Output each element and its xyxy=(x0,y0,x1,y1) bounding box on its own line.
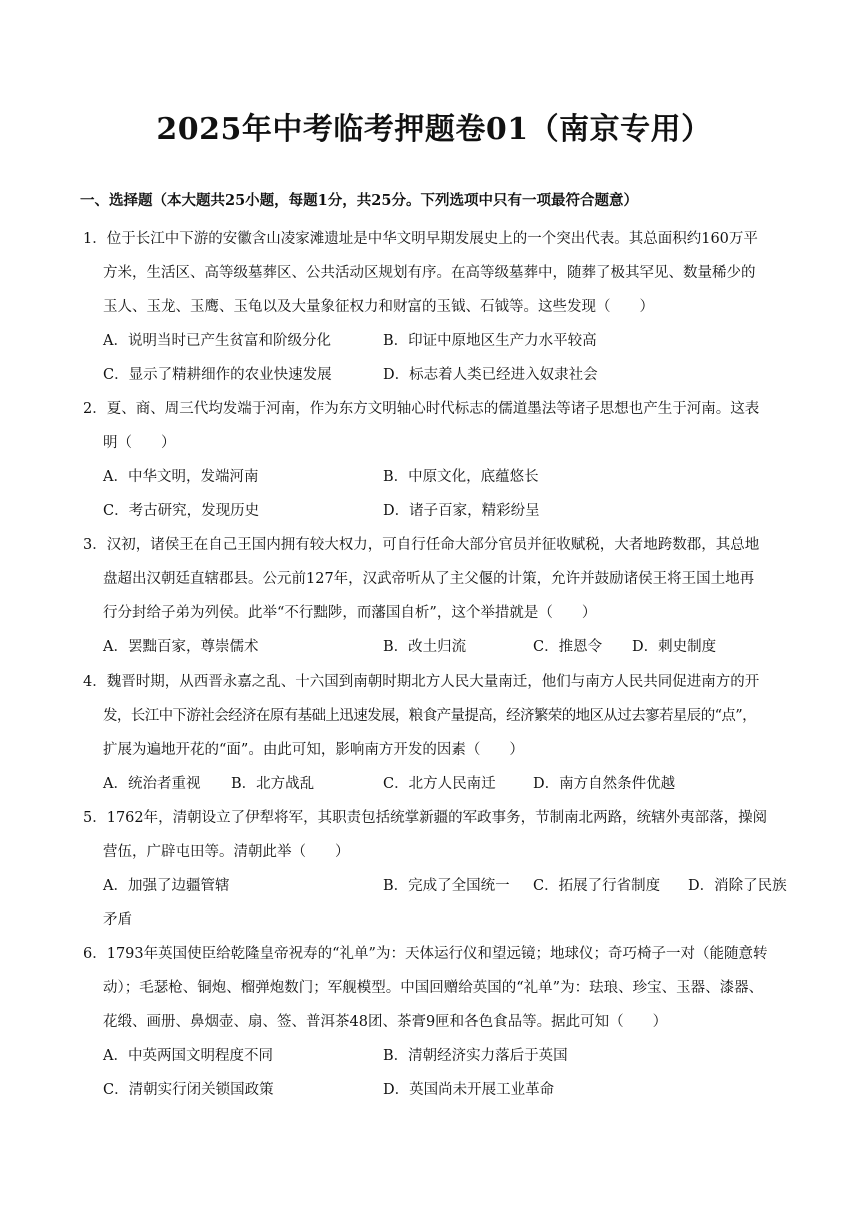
question-6-option-a: A．中英两国文明程度不同 xyxy=(103,1048,273,1064)
question-6-line-1: 6．1793年英国使臣给乾隆皇帝祝寿的“礼单”为：天体运行仪和望远镜；地球仪；奇巧椅子一对（能随意转 xyxy=(83,946,768,962)
question-3-option-d: D．刺史制度 xyxy=(632,639,717,655)
section-header: 一、选择题（本大题共25小题，每题1分，共25分。下列选项中只有一项最符合题意） xyxy=(80,192,638,209)
question-4-option-d: D．南方自然条件优越 xyxy=(533,776,676,792)
question-4-option-c: C．北方人民南迁 xyxy=(383,776,496,792)
question-1-option-c: C．显示了精耕细作的农业快速发展 xyxy=(103,367,332,383)
question-6-option-c: C．清朝实行闭关锁国政策 xyxy=(103,1082,274,1098)
question-1-option-b: B．印证中原地区生产力水平较高 xyxy=(383,333,597,349)
question-6-option-b: B．清朝经济实力落后于英国 xyxy=(383,1048,568,1064)
question-1-line-2: 方米，生活区、高等级墓葬区、公共活动区规划有序。在高等级墓葬中，随葬了极其罕见、数量稀少的 xyxy=(103,265,756,281)
question-2-option-b: B．中原文化，底蕴悠长 xyxy=(383,469,539,485)
question-1-option-d: D．标志着人类已经进入奴隶社会 xyxy=(383,367,598,383)
question-4-option-a: A．统治者重视 xyxy=(103,776,201,792)
question-5-line-2: 营伍，广辟屯田等。清朝此举（ ） xyxy=(103,844,350,860)
question-4-line-1: 4．魏晋时期，从西晋永嘉之乱、十六国到南朝时期北方人民大量南迁，他们与南方人民共同促进南方的开 xyxy=(83,674,760,690)
question-2-option-d: D．诸子百家，精彩纷呈 xyxy=(383,503,540,519)
page-title: 2025年中考临考押题卷01（南京专用） xyxy=(156,112,712,147)
question-4-option-b: B．北方战乱 xyxy=(231,776,315,792)
question-3-option-c: C．推恩令 xyxy=(533,639,603,655)
question-3-line-3: 行分封给子弟为列侯。此举“不行黜陟，而藩国自析”，这个举措就是（ ） xyxy=(103,605,597,621)
question-6-option-d: D．英国尚未开展工业革命 xyxy=(383,1082,555,1098)
question-5-option-b: B．完成了全国统一 xyxy=(383,878,510,894)
question-5-line-1: 5．1762年，清朝设立了伊犁将军，其职责包括统掌新疆的军政事务，节制南北两路，统辖外夷部落，操阅 xyxy=(83,810,768,826)
question-4-line-2: 发，长江中下游社会经济在原有基础上迅速发展，粮食产量提高，经济繁荣的地区从过去寥若星辰的“点”， xyxy=(103,708,757,724)
question-1-option-a: A．说明当时已产生贫富和阶级分化 xyxy=(103,333,331,349)
question-1-line-3: 玉人、玉龙、玉鹰、玉龟以及大量象征权力和财富的玉钺、石钺等。这些发现（ ） xyxy=(103,299,654,315)
question-5-option-a: A．加强了边疆管辖 xyxy=(103,878,230,894)
question-6-line-3: 花缎、画册、鼻烟壶、扇、签、普洱茶48团、茶膏9匣和各色食品等。据此可知（ ） xyxy=(103,1014,668,1030)
question-4-line-3: 扩展为遍地开花的“面”。由此可知，影响南方开发的因素（ ） xyxy=(103,742,524,758)
question-5-option-d-continued: 矛盾 xyxy=(103,912,132,928)
question-3-line-1: 3．汉初，诸侯王在自己王国内拥有较大权力，可自行任命大部分官员并征收赋税，大者地跨数郡，其总地 xyxy=(83,537,760,553)
question-2-line-2: 明（ ） xyxy=(103,435,176,451)
question-5-option-c: C．拓展了行省制度 xyxy=(533,878,661,894)
question-3-line-2: 盘超出汉朝廷直辖郡县。公元前127年，汉武帝听从了主父偃的计策，允许并鼓励诸侯王将王国土地再 xyxy=(103,571,755,587)
question-2-line-1: 2．夏、商、周三代均发端于河南，作为东方文明轴心时代标志的儒道墨法等诸子思想也产生于河南。这表 xyxy=(83,401,760,417)
question-6-line-2: 动）；毛瑟枪、铜炮、榴弹炮数门；军舰模型。中国回赠给英国的“礼单”为：珐琅、珍宝、玉器、漆器、 xyxy=(103,980,764,996)
question-2-option-c: C．考古研究，发现历史 xyxy=(103,503,260,519)
question-3-option-a: A．罢黜百家，尊崇儒术 xyxy=(103,639,259,655)
question-2-option-a: A．中华文明，发端河南 xyxy=(103,469,259,485)
question-3-option-b: B．改土归流 xyxy=(383,639,467,655)
question-1-line-1: 1．位于长江中下游的安徽含山凌家滩遗址是中华文明早期发展史上的一个突出代表。其总面积约160万平 xyxy=(83,231,758,247)
question-5-option-d: D．消除了民族 xyxy=(688,878,787,894)
